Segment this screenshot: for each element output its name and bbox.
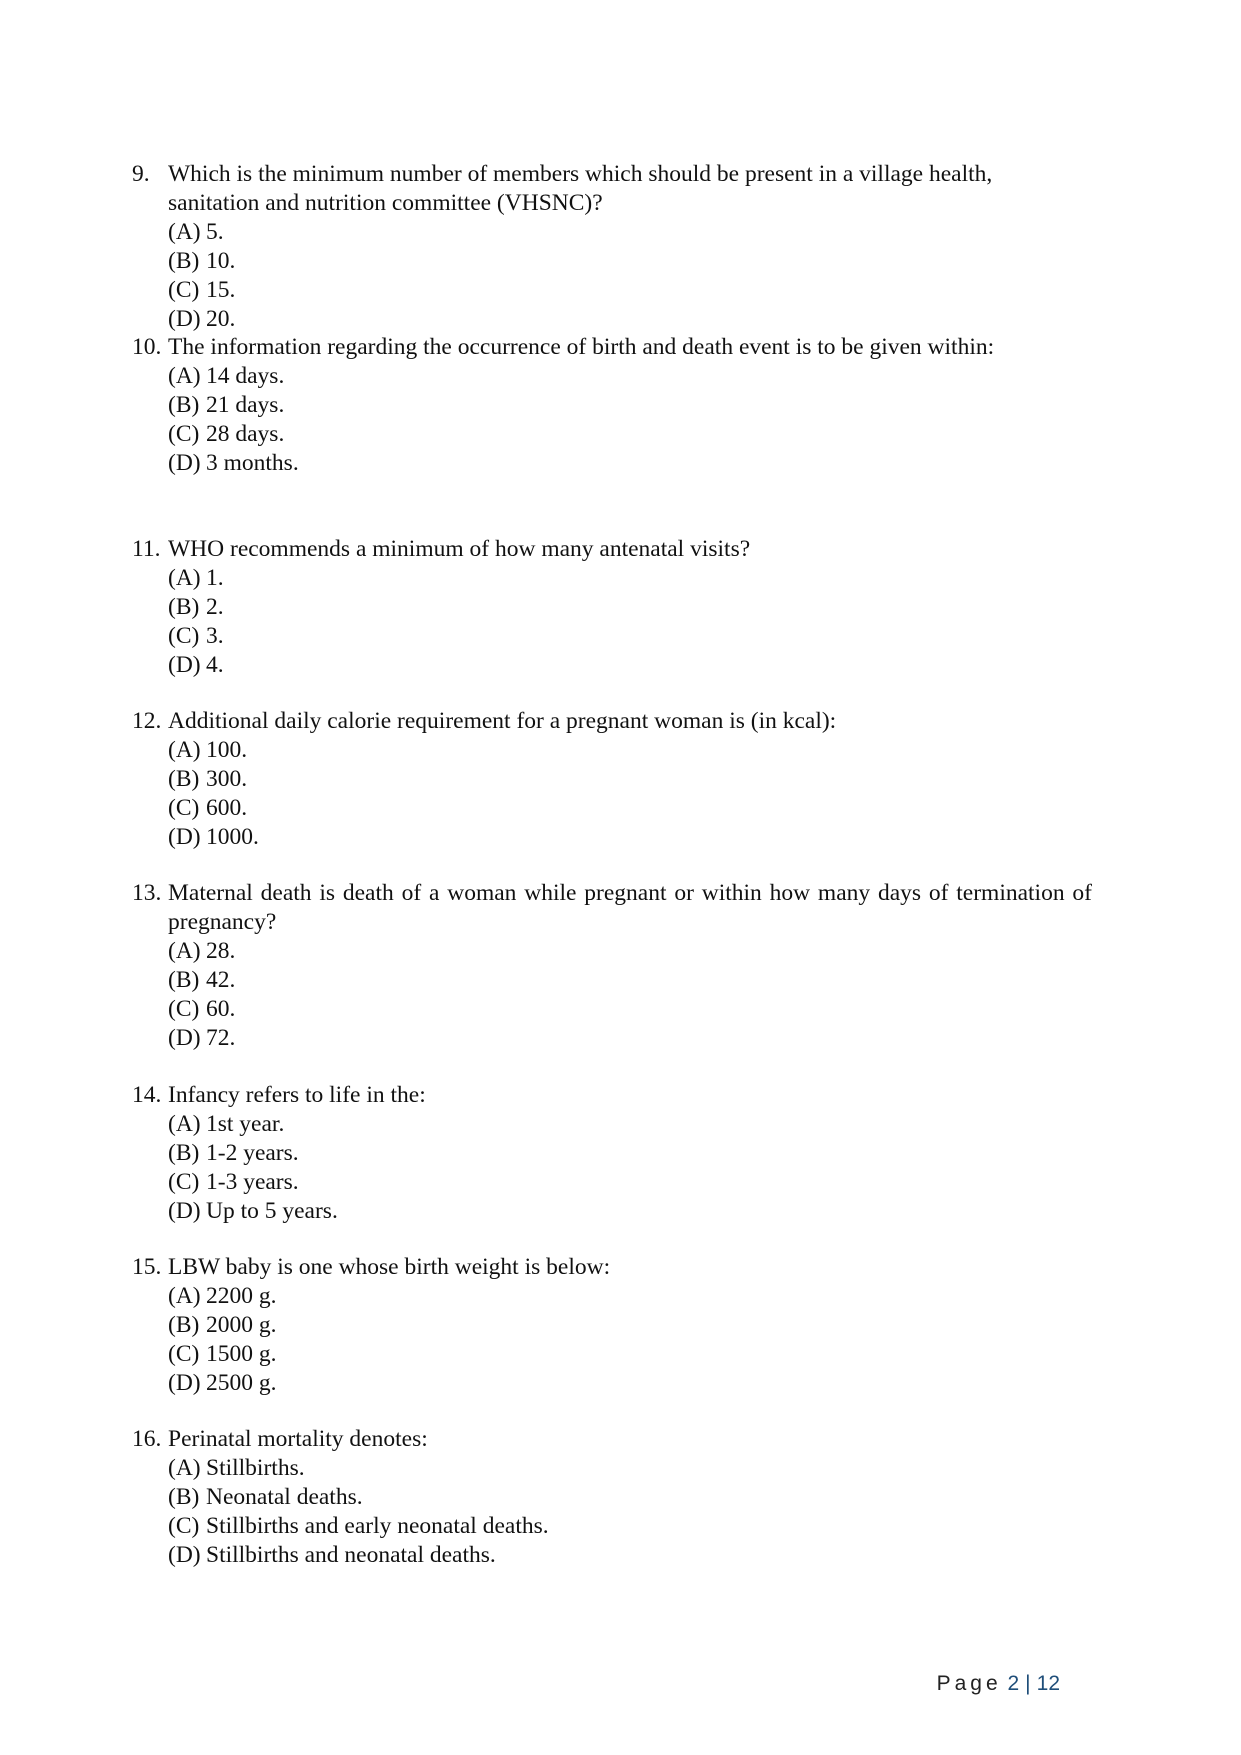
option-letter: (B) [168,765,200,792]
question-number: 16. [132,1426,162,1452]
current-page-number: 2 [1007,1672,1020,1695]
option-letter: (D) [168,449,201,476]
option-text: 3. [206,622,224,649]
option-b [168,593,1092,622]
option-d [168,651,1092,680]
option-b [168,1311,1092,1340]
option-d [168,449,1032,478]
option-c [168,1340,1092,1369]
page-separator: | [1025,1672,1031,1695]
option-letter: (B) [168,966,200,993]
option-a [168,1110,1092,1139]
question-10 [132,333,1032,478]
option-letter: (A) [168,362,201,389]
option-text: 4. [206,651,224,678]
question-number: 12. [132,708,162,734]
option-b [168,247,1032,276]
option-text: Stillbirths and neonatal deaths. [206,1541,496,1568]
option-text: 1000. [206,823,259,850]
option-d [168,1024,1092,1053]
option-a [168,362,1032,391]
question-text: Which is the minimum number of members which should be present in a village health, sanitation and nutrition committee (VHSNC)? [168,161,993,216]
option-a [168,736,1092,765]
option-letter: (A) [168,1282,201,1309]
question-text: Additional daily calorie requirement for a pregnant woman is (in kcal): [168,708,837,734]
option-letter: (A) [168,1454,201,1481]
option-text: Up to 5 years. [206,1197,338,1224]
question-text: Maternal death is death of a woman while pregnant or within how many days of termination of pregnancy? [168,880,1092,935]
option-text: 1st year. [206,1110,285,1137]
option-b [168,391,1032,420]
option-letter: (D) [168,651,201,678]
option-letter: (D) [168,1541,201,1568]
option-b [168,1483,1092,1512]
option-text: 21 days. [206,391,285,418]
option-a [168,937,1092,966]
option-text: 20. [206,305,236,332]
option-letter: (A) [168,218,201,245]
question-text: The information regarding the occurrence of birth and death event is to be given within: [168,334,995,360]
option-a [168,1454,1092,1483]
option-letter: (D) [168,823,201,850]
option-letter: (C) [168,276,200,303]
options-list [168,362,1032,478]
options-list [168,736,1092,852]
option-text: 2200 g. [206,1282,277,1309]
options-list [168,1110,1092,1226]
options-list [168,1282,1092,1398]
option-a [168,218,1032,247]
option-d [168,1369,1092,1398]
option-b [168,1139,1092,1168]
option-letter: (D) [168,305,201,332]
question-11 [132,535,1092,680]
option-letter: (D) [168,1369,201,1396]
option-letter: (A) [168,736,201,763]
option-letter: (B) [168,1483,200,1510]
page-footer [920,1672,1060,1696]
option-letter: (C) [168,995,200,1022]
option-text: 72. [206,1024,236,1051]
option-text: 42. [206,966,236,993]
option-d [168,305,1032,334]
option-c [168,420,1032,449]
question-number: 11. [132,536,161,562]
option-letter: (B) [168,1311,200,1338]
option-text: Neonatal deaths. [206,1483,363,1510]
options-list [168,1454,1092,1570]
option-a [168,564,1092,593]
option-letter: (A) [168,937,201,964]
option-letter: (C) [168,622,200,649]
option-letter: (C) [168,1340,200,1367]
option-d [168,823,1092,852]
option-text: 1. [206,564,224,591]
option-text: Stillbirths. [206,1454,305,1481]
option-text: 28 days. [206,420,285,447]
question-13 [132,879,1092,1052]
option-d [168,1541,1092,1570]
option-text: 10. [206,247,236,274]
question-number: 14. [132,1082,162,1108]
option-c [168,995,1092,1024]
question-text: Perinatal mortality denotes: [168,1426,428,1452]
option-text: 1500 g. [206,1340,277,1367]
option-b [168,966,1092,995]
option-letter: (B) [168,1139,200,1166]
option-b [168,765,1092,794]
options-list [168,218,1032,334]
question-number: 10. [132,334,162,360]
option-text: 28. [206,937,236,964]
question-9 [132,160,1032,333]
option-text: 1-2 years. [206,1139,299,1166]
question-text: WHO recommends a minimum of how many antenatal visits? [168,536,751,562]
option-text: Stillbirths and early neonatal deaths. [206,1512,549,1539]
option-letter: (D) [168,1024,201,1051]
option-text: 2000 g. [206,1311,277,1338]
option-text: 5. [206,218,224,245]
option-c [168,276,1032,305]
option-letter: (B) [168,391,200,418]
option-letter: (C) [168,1168,200,1195]
question-16 [132,1425,1092,1570]
option-text: 60. [206,995,236,1022]
option-text: 1-3 years. [206,1168,299,1195]
options-list [168,564,1092,680]
option-letter: (B) [168,593,200,620]
question-number: 9. [132,161,150,187]
option-text: 3 months. [206,449,299,476]
option-text: 2500 g. [206,1369,277,1396]
question-12 [132,707,1092,852]
question-number: 13. [132,880,162,906]
option-c [168,1512,1092,1541]
option-text: 15. [206,276,236,303]
option-letter: (A) [168,564,201,591]
option-text: 600. [206,794,248,821]
option-c [168,622,1092,651]
question-15 [132,1253,1092,1398]
total-page-count: 12 [1036,1672,1060,1695]
options-list [168,937,1092,1053]
option-letter: (B) [168,247,200,274]
option-text: 300. [206,765,248,792]
option-letter: (C) [168,1512,200,1539]
option-letter: (C) [168,420,200,447]
option-c [168,794,1092,823]
option-letter: (A) [168,1110,201,1137]
option-letter: (C) [168,794,200,821]
option-letter: (D) [168,1197,201,1224]
option-c [168,1168,1092,1197]
option-a [168,1282,1092,1311]
option-text: 100. [206,736,248,763]
option-text: 2. [206,593,224,620]
option-text: 14 days. [206,362,285,389]
option-d [168,1197,1092,1226]
question-text: LBW baby is one whose birth weight is below: [168,1254,611,1280]
question-number: 15. [132,1254,162,1280]
question-14 [132,1081,1092,1226]
question-text: Infancy refers to life in the: [168,1082,426,1108]
page-label: Page [936,1672,1002,1695]
